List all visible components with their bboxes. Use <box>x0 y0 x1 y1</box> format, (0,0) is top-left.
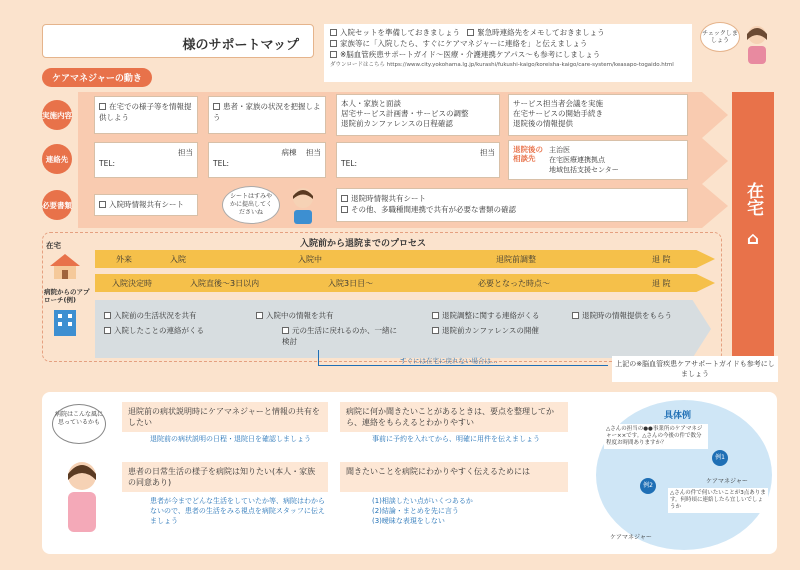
answer-3: 事前に予約を入れてから、明確に用件を伝えましょう <box>372 435 540 443</box>
gray-item: 入院前の生活状況を共有 <box>104 310 197 321</box>
title-box <box>42 24 314 58</box>
row-label-jisshi: 実施内容 <box>42 100 72 130</box>
download-url[interactable]: ダウンロードはこちら https://www.city.yokohama.lg.jp/kurashi/fukushi-kaigo/koreisha-kaigo/care-system/keasapo-togaido.html <box>330 62 674 68</box>
checkbox-icon[interactable] <box>330 29 337 36</box>
example-2-text: △さんの件で伺いたいことが3点あります。何時頃に連絡したら宜しいでしょうか <box>668 488 768 513</box>
band2-item: 入院3日目～ <box>328 279 374 288</box>
contact-cell-2[interactable]: 病棟 担当 TEL: <box>208 142 326 178</box>
band1-item: 退院前調整 <box>496 255 536 264</box>
row-label-shorui: 必要書類 <box>42 190 72 220</box>
answer-4: (1)相談したい点がいくつあるか (2)結論・まとめを先に言う (3)曖昧な表現をしない <box>372 497 473 525</box>
row-label-renraku: 連絡先 <box>42 144 72 174</box>
checkbox-icon[interactable] <box>104 312 111 319</box>
contact-cell-4: 退院後の相談先 主治医 在宅医療連携拠点 地域包括支援センター <box>508 140 688 180</box>
checkbox-icon[interactable] <box>432 312 439 319</box>
contact-cell-3[interactable]: 担当 TEL: <box>336 142 500 178</box>
process-title: 入院前から退院までのプロセス <box>300 239 427 249</box>
hospital-icon <box>50 306 80 336</box>
question-2: 患者の日常生活の様子を病院は知りたい(本人・家族の同意あり) <box>122 462 328 492</box>
checkbox-icon[interactable] <box>330 40 337 47</box>
shorui-cell-2: 退院時情報共有シート その他、多職種間連携で共有が必要な書類の確認 <box>336 188 688 222</box>
checkbox-icon[interactable] <box>99 103 106 110</box>
ex2-badge: 例2 <box>640 478 656 494</box>
home-label: 在宅 <box>46 241 61 250</box>
nurse-illustration <box>286 184 320 224</box>
band1-item: 入院中 <box>298 255 322 264</box>
gray-item: 退院時の情報提供をもらう <box>572 310 672 321</box>
question-1: 退院前の病状説明時にケアマネジャーと情報の共有をしたい <box>122 402 328 432</box>
checklist-item: ※脳血管疾患サポートガイド～医療・介護連携ケアパス～も参考にしましょう <box>340 50 601 59</box>
cm-label: ケアマネジャー <box>706 478 748 485</box>
shorui-cell-1: 入院時情報共有シート <box>94 194 198 216</box>
jisshi-cell-3: 本人・家族と面談 居宅サービス計画書・サービスの調整 退院前カンファレンスの日程確認 <box>336 94 500 136</box>
band2-item: 入院直後～3日以内 <box>190 279 260 288</box>
jisshi-cell-4: サービス担当者会議を実施 在宅サービスの開始手続き 退院後の情報提供 <box>508 94 688 136</box>
jisshi-cell-2: 患者・家族の状況を把握しよう <box>208 96 326 134</box>
page-title: 様のサポートマップ <box>182 38 299 53</box>
home-icon <box>48 252 82 280</box>
gray-item: 元の生活に戻れるのか、一緒に検討 <box>282 326 397 346</box>
jisshi-cell-1: 在宅での様子等を情報提供しよう <box>94 96 198 134</box>
gray-item: 入院したことの連絡がくる <box>104 325 204 336</box>
cm-label: ケアマネジャー <box>610 534 652 541</box>
note-right: 上記の※脳血管疾患ケアサポートガイドも参考にしましょう <box>612 356 778 382</box>
checkbox-icon[interactable] <box>467 29 474 36</box>
checkbox-icon[interactable] <box>256 312 263 319</box>
care-manager-illustration <box>742 22 772 64</box>
band1-item: 退 院 <box>652 255 671 264</box>
nurse-illustration <box>58 456 106 536</box>
checkbox-icon[interactable] <box>330 51 337 58</box>
gray-item: 入院中の情報を共有 <box>256 310 334 321</box>
zaitaku-label: 在宅 <box>743 182 763 216</box>
checkbox-icon[interactable] <box>99 201 106 208</box>
example-circle <box>596 400 772 550</box>
checkbox-icon[interactable] <box>432 327 439 334</box>
contact-cell-1[interactable]: 担当 TEL: <box>94 142 198 178</box>
question-3: 病院に何か聞きたいことがあるときは、要点を整理してから、連絡をもらえるとわかりやすい <box>340 402 568 432</box>
gray-item: 退院前カンファレンスの開催 <box>432 325 539 336</box>
band1-item: 入院 <box>170 255 186 264</box>
header-checklist <box>324 24 692 82</box>
band1-item: 外来 <box>116 255 132 264</box>
answer-2: 患者が今までどんな生活をしていたか等、病院はわからないので、患者の生活をみる視点を病院スタッフに伝えましょう <box>150 497 325 525</box>
hospital-bubble: 病院はこんな風に思っているかも <box>52 404 106 444</box>
checklist-item: 入院セットを準備しておきましょう <box>340 28 460 37</box>
note-small: すぐには在宅に戻れない場合は… <box>400 357 498 365</box>
sheet-bubble: シートはすみやかに提出してくださいね <box>222 186 280 224</box>
checklist-item: 家族等に「入院したら、すぐにケアマネジャーに連絡を」と伝えましょう <box>340 39 588 48</box>
example-title: 具体例 <box>664 411 692 421</box>
section-label: ケアマネジャーの動き <box>42 68 152 87</box>
gray-item: 退院調整に関する連絡がくる <box>432 310 540 321</box>
answer-1: 退院前の病状説明の日程・退院日を確認しましょう <box>150 435 311 443</box>
question-4: 聞きたいことを病院にわかりやすく伝えるためには <box>340 462 568 492</box>
checkbox-icon[interactable] <box>572 312 579 319</box>
band-1 <box>95 250 715 268</box>
band-2 <box>95 274 715 292</box>
checkbox-icon[interactable] <box>341 195 348 202</box>
band2-item: 退 院 <box>652 279 671 288</box>
zaitaku-column <box>732 92 774 370</box>
hospital-label: 病院からのアプローチ(例) <box>44 288 90 304</box>
check-bubble: チェックしましょう <box>700 22 740 52</box>
checkbox-icon[interactable] <box>341 206 348 213</box>
checkbox-icon[interactable] <box>104 327 111 334</box>
band2-item: 必要となった時点～ <box>478 279 550 288</box>
checklist-row <box>330 27 686 38</box>
checkbox-icon[interactable] <box>282 327 289 334</box>
example-1-text: △さんの担当の●●事業所のケアマネジャー××です。△さんの今後の件で数分程度お時間ありますか？ <box>604 424 708 449</box>
checklist-item: 緊急時連絡先をメモしておきましょう <box>477 28 605 37</box>
ex1-badge: 例1 <box>712 450 728 466</box>
band2-item: 入院決定時 <box>112 279 152 288</box>
house-icon: ⌂ <box>746 229 760 249</box>
checkbox-icon[interactable] <box>213 103 220 110</box>
